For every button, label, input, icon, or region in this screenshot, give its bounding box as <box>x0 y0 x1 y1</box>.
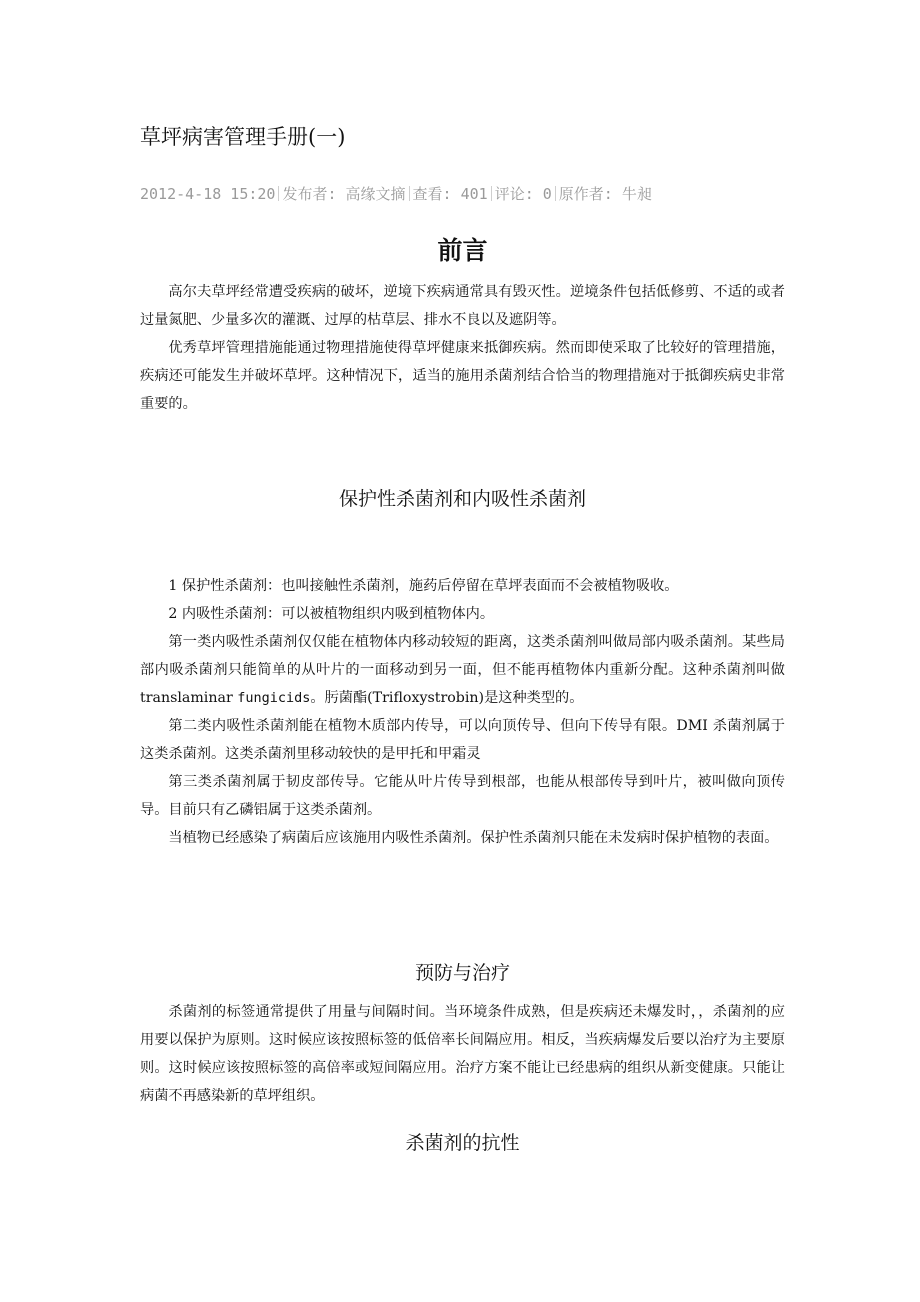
fungicides-body <box>140 572 785 852</box>
preface-paragraph: 优秀草坪管理措施能通过物理措施使得草坪健康来抵御疾病。然而即使采取了比较好的管理措施，疾病还可能发生并破坏草坪。这种情况下，适当的施用杀菌剂结合恰当的物理措施对于抵御疾病史非常重要的。 <box>140 340 785 412</box>
meta-divider <box>409 186 410 201</box>
fungicides-paragraph: 第三类杀菌剂属于韧皮部传导。它能从叶片传导到根部，也能从根部传导到叶片，被叫做向顶传导。目前只有乙磷铝属于这类杀菌剂。 <box>140 774 785 818</box>
preface-paragraph: 高尔夫草坪经常遭受疾病的破坏，逆境下疾病通常具有毁灭性。逆境条件包括低修剪、不适的或者过量氮肥、少量多次的灌溉、过厚的枯草层、排水不良以及遮阴等。 <box>140 284 785 328</box>
prevention-paragraph: 杀菌剂的标签通常提供了用量与间隔时间。当环境条件成熟，但是疾病还未爆发时，，杀菌剂的应用要以保护为原则。这时候应该按照标签的低倍率长间隔应用。相反，当疾病爆发后要以治疗为主要原则。这时候应该按照标签的高倍率或短间隔应用。治疗方案不能让已经患病的组织从新变健康。只能让病菌不再感染新的草坪组织。 <box>140 1004 785 1104</box>
fungicides-paragraph: 当植物已经感染了病菌后应该施用内吸性杀菌剂。保护性杀菌剂只能在未发病时保护植物的表面。 <box>168 830 779 846</box>
meta-views: 查看: 401 <box>412 185 488 203</box>
prevention-heading: 预防与治疗 <box>414 962 510 984</box>
resistance-heading: 杀菌剂的抗性 <box>405 1132 520 1154</box>
p3-text-a: 第一类内吸性杀菌剂仅仅能在植物体内移动较短的距离，这类杀菌剂叫做局部内吸杀菌剂。某些局部内吸杀菌剂只能简单的从叶片的一面移动到另一面，但不能再植物体内重新分配。这种杀菌剂叫做 translaminar <box>140 634 785 706</box>
meta-comments: 评论: 0 <box>494 185 552 203</box>
fungicides-paragraph: 1 保护性杀菌剂：也叫接触性杀菌剂，施药后停留在草坪表面而不会被植物吸收。 <box>168 578 679 594</box>
meta-divider <box>491 186 492 201</box>
meta-publisher: 发布者: 高缘文摘 <box>282 185 406 203</box>
fungicides-paragraph: 第二类内吸性杀菌剂能在植物木质部内传导，可以向顶传导、但向下传导有限。DMI 杀菌剂属于这类杀菌剂。这类杀菌剂里移动较快的是甲托和甲霜灵 <box>140 718 785 762</box>
article-meta <box>140 180 652 208</box>
article-title: 草坪病害管理手册(一) <box>140 125 346 149</box>
meta-divider <box>555 186 556 201</box>
preface-body <box>140 278 785 418</box>
fungicides-heading: 保护性杀菌剂和内吸性杀菌剂 <box>338 488 586 510</box>
prevention-body <box>140 998 785 1110</box>
p3-mono-term: fungicids <box>237 690 311 706</box>
fungicides-paragraph: 2 内吸性杀菌剂：可以被植物组织内吸到植物体内。 <box>168 606 495 622</box>
meta-author: 原作者: 牛昶 <box>558 185 652 203</box>
meta-divider <box>278 186 279 201</box>
p3-text-b: 。肟菌酯(Trifloxystrobin)是这种类型的。 <box>310 690 584 706</box>
meta-date: 2012-4-18 15:20 <box>140 185 276 203</box>
preface-heading: 前言 <box>437 236 488 265</box>
fungicides-paragraph <box>140 628 785 712</box>
